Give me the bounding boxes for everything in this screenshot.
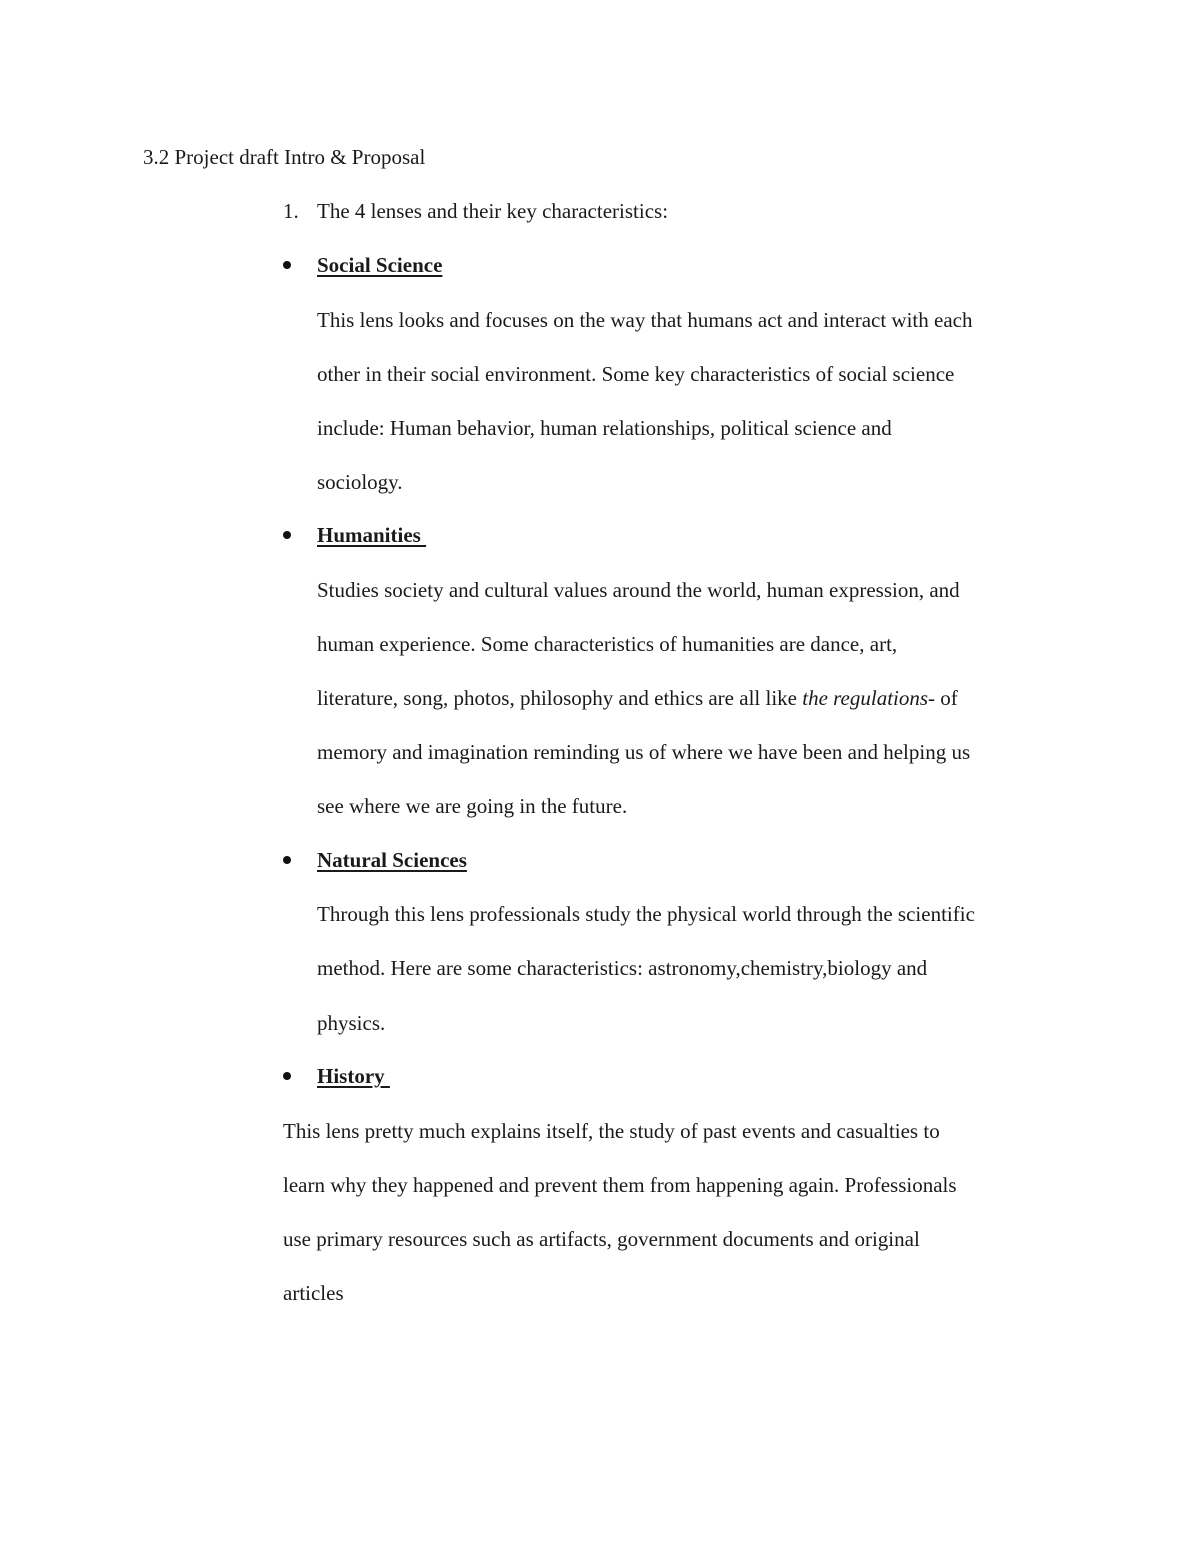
social-science-line: include: Human behavior, human relationships, political science and: [317, 416, 892, 440]
history-line: articles: [283, 1281, 344, 1305]
section-heading-history: History: [317, 1064, 390, 1088]
natural-sciences-line: Through this lens professionals study the physical world through the scientific: [317, 902, 975, 926]
bullet-icon: [283, 261, 291, 269]
natural-sciences-line: physics.: [317, 1011, 386, 1035]
history-line: use primary resources such as artifacts, government documents and original: [283, 1227, 920, 1251]
document-title: 3.2 Project draft Intro & Proposal: [143, 145, 426, 169]
section-heading-humanities: Humanities: [317, 523, 427, 547]
list-number: 1.: [283, 199, 299, 223]
humanities-italic-phrase: the regulations: [802, 686, 929, 710]
humanities-line: see where we are going in the future.: [317, 794, 628, 818]
bullet-icon: [283, 531, 291, 539]
social-science-line: other in their social environment. Some key characteristics of social science: [317, 362, 955, 386]
humanities-line: human experience. Some characteristics of humanities are dance, art,: [317, 632, 898, 656]
social-science-line: sociology.: [317, 470, 403, 494]
history-line: learn why they happened and prevent them from happening again. Professionals: [283, 1173, 957, 1197]
section-heading-social-science: Social Science: [317, 253, 443, 277]
bullet-icon: [283, 856, 291, 864]
humanities-line: memory and imagination reminding us of where we have been and helping us: [317, 740, 971, 764]
social-science-line: This lens looks and focuses on the way that humans act and interact with each: [317, 308, 973, 332]
section-heading-natural-sciences: Natural Sciences: [317, 848, 467, 872]
history-line: This lens pretty much explains itself, the study of past events and casualties to: [283, 1119, 940, 1143]
humanities-line-text: literature, song, photos, philosophy and ethics are all like: [317, 686, 803, 710]
bullet-icon: [283, 1072, 291, 1080]
list-item-text: The 4 lenses and their key characteristics:: [317, 199, 669, 223]
humanities-line-text: - of: [928, 686, 958, 710]
humanities-line: [317, 688, 958, 709]
natural-sciences-line: method. Here are some characteristics: astronomy,chemistry,biology and: [317, 956, 928, 980]
humanities-line: Studies society and cultural values around the world, human expression, and: [317, 578, 960, 602]
